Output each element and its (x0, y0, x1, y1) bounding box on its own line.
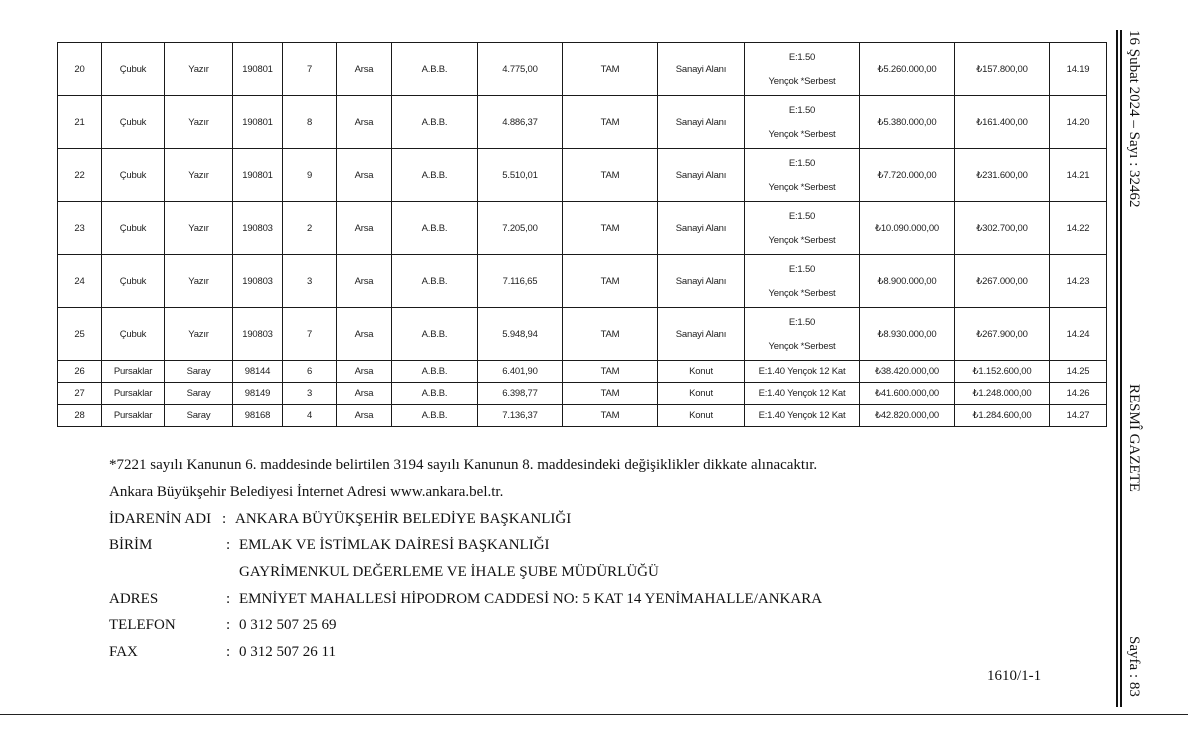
row-district: Çubuk (102, 255, 165, 308)
row-neighborhood: Saray (165, 383, 233, 405)
row-parcel: 6 (283, 361, 337, 383)
side-rule-inner (1120, 30, 1122, 707)
side-rule-outer (1116, 30, 1118, 707)
row-price: ₺42.820.000,00 (860, 405, 955, 427)
row-share: TAM (563, 308, 658, 361)
row-density-line-1: E:1.40 Yençok 12 Kat (758, 410, 846, 421)
row-zoning: Sanayi Alanı (658, 43, 745, 96)
row-block: 98144 (233, 361, 283, 383)
row-neighborhood: Yazır (165, 43, 233, 96)
row-time: 14.24 (1050, 308, 1107, 361)
row-price: ₺41.600.000,00 (860, 383, 955, 405)
row-density (745, 308, 860, 361)
row-time: 14.23 (1050, 255, 1107, 308)
row-parcel: 8 (283, 96, 337, 149)
row-density (745, 255, 860, 308)
row-density-line-2: Yençok *Serbest (768, 287, 836, 299)
row-zoning: Sanayi Alanı (658, 255, 745, 308)
row-density-line-2: Yençok *Serbest (768, 128, 836, 140)
row-type: Arsa (337, 383, 392, 405)
row-owner: A.B.B. (392, 308, 478, 361)
table-row (58, 405, 1107, 427)
phone-label: TELEFON (109, 617, 176, 633)
table-row (58, 361, 1107, 383)
row-no: 28 (58, 405, 102, 427)
website-line: Ankara Büyükşehir Belediyesi İnternet Adresi www.ankara.bel.tr. (109, 484, 504, 500)
row-price: ₺8.930.000,00 (860, 308, 955, 361)
row-area: 5.948,94 (478, 308, 563, 361)
row-parcel: 4 (283, 405, 337, 427)
row-guarantee: ₺1.284.600,00 (955, 405, 1050, 427)
row-density (745, 202, 860, 255)
row-area: 7.205,00 (478, 202, 563, 255)
row-share: TAM (563, 43, 658, 96)
row-guarantee: ₺1.248.000,00 (955, 383, 1050, 405)
row-parcel: 7 (283, 308, 337, 361)
side-date-issue: 16 Şubat 2024 – Sayı : 32462 (1126, 30, 1142, 208)
row-time: 14.22 (1050, 202, 1107, 255)
bottom-rule (0, 714, 1188, 715)
row-district: Çubuk (102, 308, 165, 361)
row-neighborhood: Yazır (165, 255, 233, 308)
row-density-line-2: Yençok *Serbest (768, 234, 836, 246)
row-area: 7.116,65 (478, 255, 563, 308)
row-district: Pursaklar (102, 405, 165, 427)
row-price: ₺5.380.000,00 (860, 96, 955, 149)
address-label: ADRES (109, 591, 159, 607)
table-row (58, 383, 1107, 405)
row-type: Arsa (337, 202, 392, 255)
row-parcel: 2 (283, 202, 337, 255)
row-guarantee: ₺157.800,00 (955, 43, 1050, 96)
row-density-line-2: Yençok *Serbest (768, 181, 836, 193)
row-density (745, 405, 860, 427)
row-density-line-2: Yençok *Serbest (768, 340, 836, 352)
unit-separator: : (226, 537, 231, 553)
row-block: 98168 (233, 405, 283, 427)
side-page-number: Sayfa : 83 (1126, 636, 1142, 697)
row-district: Çubuk (102, 43, 165, 96)
row-zoning: Sanayi Alanı (658, 308, 745, 361)
row-density-line-1: E:1.50 (788, 104, 816, 116)
row-no: 23 (58, 202, 102, 255)
row-time: 14.27 (1050, 405, 1107, 427)
row-density-line-1: E:1.50 (788, 263, 816, 275)
row-area: 7.136,37 (478, 405, 563, 427)
row-neighborhood: Yazır (165, 308, 233, 361)
row-parcel: 3 (283, 383, 337, 405)
institution-value: ANKARA BÜYÜKŞEHİR BELEDİYE BAŞKANLIĞI (235, 511, 572, 527)
row-owner: A.B.B. (392, 202, 478, 255)
row-zoning: Konut (658, 405, 745, 427)
row-area: 6.398,77 (478, 383, 563, 405)
row-price: ₺10.090.000,00 (860, 202, 955, 255)
row-block: 190801 (233, 149, 283, 202)
row-no: 22 (58, 149, 102, 202)
address-separator: : (226, 591, 231, 607)
side-gazette-title: RESMÎ GAZETE (1126, 384, 1142, 492)
row-no: 21 (58, 96, 102, 149)
row-block: 190803 (233, 255, 283, 308)
table-row (58, 308, 1107, 361)
row-owner: A.B.B. (392, 361, 478, 383)
row-density-line-1: E:1.50 (788, 51, 816, 63)
row-owner: A.B.B. (392, 383, 478, 405)
row-share: TAM (563, 149, 658, 202)
row-price: ₺5.260.000,00 (860, 43, 955, 96)
row-owner: A.B.B. (392, 405, 478, 427)
row-owner: A.B.B. (392, 149, 478, 202)
row-block: 190801 (233, 96, 283, 149)
row-district: Çubuk (102, 96, 165, 149)
row-guarantee: ₺1.152.600,00 (955, 361, 1050, 383)
row-share: TAM (563, 405, 658, 427)
row-guarantee: ₺267.000,00 (955, 255, 1050, 308)
row-area: 5.510,01 (478, 149, 563, 202)
row-guarantee: ₺267.900,00 (955, 308, 1050, 361)
row-share: TAM (563, 383, 658, 405)
row-district: Çubuk (102, 202, 165, 255)
row-neighborhood: Yazır (165, 96, 233, 149)
row-type: Arsa (337, 255, 392, 308)
announcement-code: 1610/1-1 (987, 668, 1042, 684)
row-zoning: Sanayi Alanı (658, 202, 745, 255)
table-row (58, 149, 1107, 202)
row-zoning: Sanayi Alanı (658, 96, 745, 149)
row-owner: A.B.B. (392, 255, 478, 308)
row-parcel: 9 (283, 149, 337, 202)
footnote: *7221 sayılı Kanunun 6. maddesinde belirtilen 3194 sayılı Kanunun 8. maddesindeki değişiklikler dikkate alınacaktır. (109, 457, 818, 473)
row-type: Arsa (337, 43, 392, 96)
row-owner: A.B.B. (392, 43, 478, 96)
unit-value-1: EMLAK VE İSTİMLAK DAİRESİ BAŞKANLIĞI (239, 537, 550, 553)
row-district: Pursaklar (102, 361, 165, 383)
row-area: 4.775,00 (478, 43, 563, 96)
row-type: Arsa (337, 308, 392, 361)
unit-label: BİRİM (109, 537, 153, 553)
row-time: 14.25 (1050, 361, 1107, 383)
row-no: 24 (58, 255, 102, 308)
row-density (745, 96, 860, 149)
row-price: ₺38.420.000,00 (860, 361, 955, 383)
row-share: TAM (563, 361, 658, 383)
table-row (58, 255, 1107, 308)
row-share: TAM (563, 255, 658, 308)
row-neighborhood: Yazır (165, 149, 233, 202)
row-density-line-1: E:1.50 (788, 210, 816, 222)
row-density (745, 149, 860, 202)
phone-separator: : (226, 617, 231, 633)
row-density (745, 43, 860, 96)
table-row (58, 43, 1107, 96)
row-density (745, 383, 860, 405)
row-area: 6.401,90 (478, 361, 563, 383)
phone-value: 0 312 507 25 69 (239, 617, 337, 633)
row-no: 27 (58, 383, 102, 405)
institution-separator: : (222, 511, 227, 527)
row-time: 14.20 (1050, 96, 1107, 149)
fax-label: FAX (109, 644, 138, 660)
row-type: Arsa (337, 405, 392, 427)
row-no: 26 (58, 361, 102, 383)
table-row (58, 202, 1107, 255)
row-block: 190803 (233, 308, 283, 361)
row-type: Arsa (337, 149, 392, 202)
row-type: Arsa (337, 361, 392, 383)
row-zoning: Konut (658, 383, 745, 405)
row-share: TAM (563, 202, 658, 255)
row-price: ₺7.720.000,00 (860, 149, 955, 202)
auction-table (57, 42, 1107, 427)
row-parcel: 7 (283, 43, 337, 96)
row-time: 14.19 (1050, 43, 1107, 96)
row-price: ₺8.900.000,00 (860, 255, 955, 308)
row-density-line-2: Yençok *Serbest (768, 75, 836, 87)
row-guarantee: ₺231.600,00 (955, 149, 1050, 202)
fax-separator: : (226, 644, 231, 660)
row-district: Pursaklar (102, 383, 165, 405)
row-parcel: 3 (283, 255, 337, 308)
row-owner: A.B.B. (392, 96, 478, 149)
row-guarantee: ₺302.700,00 (955, 202, 1050, 255)
row-no: 25 (58, 308, 102, 361)
row-density-line-1: E:1.40 Yençok 12 Kat (758, 388, 846, 399)
row-district: Çubuk (102, 149, 165, 202)
table-row (58, 96, 1107, 149)
row-density-line-1: E:1.40 Yençok 12 Kat (758, 366, 846, 377)
fax-value: 0 312 507 26 11 (239, 644, 336, 660)
row-time: 14.21 (1050, 149, 1107, 202)
row-area: 4.886,37 (478, 96, 563, 149)
row-block: 190801 (233, 43, 283, 96)
address-value: EMNİYET MAHALLESİ HİPODROM CADDESİ NO: 5 KAT 14 YENİMAHALLE/ANKARA (239, 591, 823, 607)
row-zoning: Sanayi Alanı (658, 149, 745, 202)
institution-label: İDARENİN ADI (109, 511, 212, 527)
unit-value-2: GAYRİMENKUL DEĞERLEME VE İHALE ŞUBE MÜDÜRLÜĞÜ (239, 564, 659, 580)
row-block: 98149 (233, 383, 283, 405)
row-neighborhood: Yazır (165, 202, 233, 255)
row-time: 14.26 (1050, 383, 1107, 405)
row-density-line-1: E:1.50 (788, 316, 816, 328)
row-share: TAM (563, 96, 658, 149)
row-guarantee: ₺161.400,00 (955, 96, 1050, 149)
row-neighborhood: Saray (165, 361, 233, 383)
row-type: Arsa (337, 96, 392, 149)
row-density (745, 361, 860, 383)
row-no: 20 (58, 43, 102, 96)
row-density-line-1: E:1.50 (788, 157, 816, 169)
row-neighborhood: Saray (165, 405, 233, 427)
row-block: 190803 (233, 202, 283, 255)
row-zoning: Konut (658, 361, 745, 383)
